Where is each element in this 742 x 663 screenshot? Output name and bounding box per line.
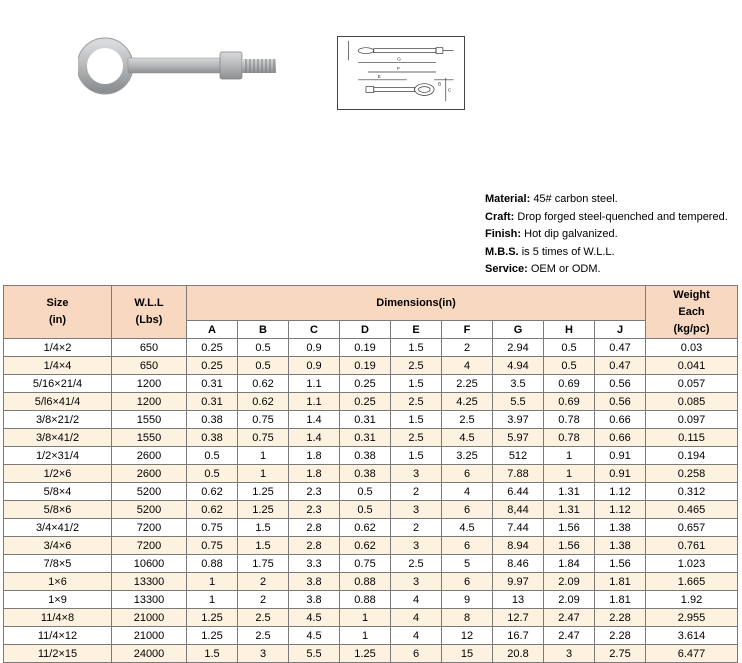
- table-row: [4, 573, 738, 591]
- table-cell: 1.8: [289, 447, 340, 465]
- table-cell: 1.5: [238, 519, 289, 537]
- table-cell: 0.465: [646, 501, 738, 519]
- table-cell: 3.8: [289, 591, 340, 609]
- table-cell: 3.8: [289, 573, 340, 591]
- table-cell: 6: [442, 573, 493, 591]
- table-cell: 1.5: [391, 375, 442, 393]
- table-cell: 3: [391, 573, 442, 591]
- table-cell: 3.614: [646, 627, 738, 645]
- table-cell: 0.5: [340, 501, 391, 519]
- table-row: [4, 411, 738, 429]
- table-cell: 2.5: [442, 411, 493, 429]
- table-cell: 1200: [112, 393, 187, 411]
- table-cell: 0.38: [340, 447, 391, 465]
- table-cell: 0.31: [187, 375, 238, 393]
- table-cell: 0.75: [340, 555, 391, 573]
- table-row: [4, 555, 738, 573]
- svg-text:E: E: [377, 74, 381, 80]
- table-cell: 0.057: [646, 375, 738, 393]
- table-cell: 2.5: [391, 357, 442, 375]
- table-cell: 7200: [112, 537, 187, 555]
- table-cell: 2.5: [391, 393, 442, 411]
- table-cell: 3: [391, 537, 442, 555]
- table-cell: 0.5: [187, 447, 238, 465]
- table-cell: 0.78: [544, 429, 595, 447]
- table-cell: 0.5: [340, 483, 391, 501]
- table-cell: 3/8×21/2: [4, 411, 112, 429]
- table-cell: 6.477: [646, 645, 738, 663]
- table-cell: 0.9: [289, 357, 340, 375]
- table-cell: 4.94: [493, 357, 544, 375]
- table-cell: 1: [340, 627, 391, 645]
- table-cell: 5/8×6: [4, 501, 112, 519]
- table-cell: 6.44: [493, 483, 544, 501]
- table-cell: 0.88: [340, 591, 391, 609]
- table-cell: 0.19: [340, 357, 391, 375]
- table-cell: 1.31: [544, 483, 595, 501]
- header-dim-c: C: [289, 321, 340, 339]
- table-cell: 2: [442, 339, 493, 357]
- table-cell: 0.62: [187, 501, 238, 519]
- table-cell: 1.5: [391, 447, 442, 465]
- table-row: [4, 591, 738, 609]
- svg-text:C: C: [447, 88, 452, 94]
- table-cell: 8,44: [493, 501, 544, 519]
- table-cell: 0.194: [646, 447, 738, 465]
- table-cell: 5200: [112, 501, 187, 519]
- table-cell: 1.84: [544, 555, 595, 573]
- table-cell: 1.1: [289, 375, 340, 393]
- table-cell: 0.312: [646, 483, 738, 501]
- table-cell: 0.041: [646, 357, 738, 375]
- svg-text:F: F: [397, 67, 401, 73]
- table-cell: 3: [391, 501, 442, 519]
- table-cell: 10600: [112, 555, 187, 573]
- header-dim-a: A: [187, 321, 238, 339]
- table-cell: 6: [442, 537, 493, 555]
- table-cell: 0.75: [187, 519, 238, 537]
- table-cell: 1.023: [646, 555, 738, 573]
- table-cell: 20.8: [493, 645, 544, 663]
- table-cell: 0.38: [187, 429, 238, 447]
- table-cell: 0.88: [340, 573, 391, 591]
- table-cell: 4: [391, 609, 442, 627]
- table-cell: 6: [442, 501, 493, 519]
- table-cell: 1200: [112, 375, 187, 393]
- table-cell: 5/8×4: [4, 483, 112, 501]
- table-cell: 3/8×41/2: [4, 429, 112, 447]
- table-cell: 2.8: [289, 519, 340, 537]
- table-row: [4, 519, 738, 537]
- table-cell: 0.62: [340, 519, 391, 537]
- table-cell: 0.31: [340, 429, 391, 447]
- table-cell: 4.5: [289, 627, 340, 645]
- table-cell: 3/4×6: [4, 537, 112, 555]
- table-cell: 0.47: [595, 339, 646, 357]
- table-cell: 2.3: [289, 483, 340, 501]
- table-cell: 2.09: [544, 591, 595, 609]
- eye-bolt-photo: [78, 26, 283, 106]
- table-cell: 0.5: [544, 357, 595, 375]
- header-dim-g: G: [493, 321, 544, 339]
- table-cell: 1: [544, 447, 595, 465]
- table-cell: 2.47: [544, 609, 595, 627]
- table-cell: 0.56: [595, 393, 646, 411]
- table-cell: 2: [391, 519, 442, 537]
- table-row: [4, 375, 738, 393]
- table-cell: 2.955: [646, 609, 738, 627]
- svg-text:B: B: [437, 82, 442, 88]
- table-cell: 1: [238, 447, 289, 465]
- table-cell: 1550: [112, 429, 187, 447]
- table-cell: 1.5: [187, 645, 238, 663]
- table-cell: 1.5: [238, 537, 289, 555]
- table-cell: 1: [187, 591, 238, 609]
- table-cell: 2.75: [595, 645, 646, 663]
- header-dimensions: Dimensions(in): [187, 286, 646, 321]
- table-cell: 1.81: [595, 573, 646, 591]
- table-cell: 0.5: [238, 357, 289, 375]
- table-cell: 2.5: [391, 429, 442, 447]
- header-size: Size (in): [4, 286, 112, 339]
- table-cell: 13300: [112, 573, 187, 591]
- spec-finish: Finish: Hot dip galvanized.: [485, 228, 618, 240]
- table-cell: 0.69: [544, 375, 595, 393]
- spec-mbs: M.B.S. is 5 times of W.L.L.: [485, 245, 615, 258]
- table-cell: 4: [391, 591, 442, 609]
- table-cell: 0.75: [187, 537, 238, 555]
- table-cell: 11/4×12: [4, 627, 112, 645]
- table-cell: 7.44: [493, 519, 544, 537]
- table-cell: 0.78: [544, 411, 595, 429]
- header-dim-e: E: [391, 321, 442, 339]
- table-cell: 3.97: [493, 411, 544, 429]
- table-cell: 1.1: [289, 393, 340, 411]
- table-cell: 3: [391, 465, 442, 483]
- table-cell: 1.4: [289, 429, 340, 447]
- table-cell: 4: [391, 627, 442, 645]
- table-cell: 21000: [112, 627, 187, 645]
- table-cell: 0.25: [187, 339, 238, 357]
- table-cell: 5: [442, 555, 493, 573]
- table-cell: 3: [544, 645, 595, 663]
- table-cell: 2: [238, 573, 289, 591]
- table-cell: 1: [544, 465, 595, 483]
- table-cell: 8.46: [493, 555, 544, 573]
- table-cell: 1.92: [646, 591, 738, 609]
- header-dim-f: F: [442, 321, 493, 339]
- table-cell: 2.94: [493, 339, 544, 357]
- table-cell: 1.665: [646, 573, 738, 591]
- table-cell: 0.085: [646, 393, 738, 411]
- dimension-drawing: [337, 36, 465, 110]
- table-cell: 0.25: [340, 393, 391, 411]
- table-row: [4, 627, 738, 645]
- table-cell: 11/4×8: [4, 609, 112, 627]
- table-cell: 4.25: [442, 393, 493, 411]
- table-cell: 1.5: [391, 411, 442, 429]
- table-cell: 3: [238, 645, 289, 663]
- table-cell: 1/4×2: [4, 339, 112, 357]
- table-cell: 1/2×31/4: [4, 447, 112, 465]
- table-cell: 21000: [112, 609, 187, 627]
- table-cell: 2.09: [544, 573, 595, 591]
- table-cell: 0.258: [646, 465, 738, 483]
- table-cell: 1.25: [238, 501, 289, 519]
- specs-block: [485, 191, 728, 279]
- table-cell: 1.38: [595, 519, 646, 537]
- table-row: [4, 339, 738, 357]
- table-row: [4, 393, 738, 411]
- table-cell: 0.9: [289, 339, 340, 357]
- table-cell: 0.62: [340, 537, 391, 555]
- table-cell: 5.5: [493, 393, 544, 411]
- header-weight: Weight Each (kg/pc): [646, 286, 738, 339]
- table-cell: 8: [442, 609, 493, 627]
- table-cell: 1.12: [595, 483, 646, 501]
- table-row: [4, 357, 738, 375]
- table-cell: 1/4×4: [4, 357, 112, 375]
- table-row: [4, 447, 738, 465]
- table-cell: 0.5: [544, 339, 595, 357]
- table-cell: 0.91: [595, 465, 646, 483]
- table-cell: 13300: [112, 591, 187, 609]
- table-cell: 1.5: [391, 339, 442, 357]
- table-cell: 4.5: [442, 429, 493, 447]
- table-cell: 1.31: [544, 501, 595, 519]
- table-cell: 15: [442, 645, 493, 663]
- table-cell: 2.5: [238, 609, 289, 627]
- table-row: [4, 609, 738, 627]
- table-cell: 5/16×21/4: [4, 375, 112, 393]
- table-cell: 0.66: [595, 429, 646, 447]
- svg-text:G: G: [397, 57, 401, 63]
- table-cell: 3/4×41/2: [4, 519, 112, 537]
- table-cell: 1×9: [4, 591, 112, 609]
- table-cell: 1: [187, 573, 238, 591]
- table-cell: 0.31: [187, 393, 238, 411]
- table-cell: 0.38: [340, 465, 391, 483]
- spec-service: Service: OEM or ODM.: [485, 263, 601, 275]
- table-cell: 0.62: [238, 393, 289, 411]
- table-cell: 2600: [112, 447, 187, 465]
- table-cell: 0.91: [595, 447, 646, 465]
- header-dim-j: J: [595, 321, 646, 339]
- table-cell: 512: [493, 447, 544, 465]
- table-cell: 1: [238, 465, 289, 483]
- spec-material: Material: 45# carbon steel.: [485, 193, 618, 205]
- table-row: [4, 429, 738, 447]
- table-cell: 0.31: [340, 411, 391, 429]
- table-cell: 2: [238, 591, 289, 609]
- table-cell: 4: [442, 357, 493, 375]
- table-cell: 5.5: [289, 645, 340, 663]
- table-cell: 1: [340, 609, 391, 627]
- table-cell: 1.56: [544, 537, 595, 555]
- table-cell: 2.28: [595, 609, 646, 627]
- table-cell: 1.75: [238, 555, 289, 573]
- table-cell: 0.03: [646, 339, 738, 357]
- table-cell: 4.5: [442, 519, 493, 537]
- table-cell: 6: [391, 645, 442, 663]
- table-cell: 1.56: [544, 519, 595, 537]
- table-cell: 9.97: [493, 573, 544, 591]
- table-row: [4, 645, 738, 663]
- header-dim-d: D: [340, 321, 391, 339]
- table-cell: 1.25: [340, 645, 391, 663]
- table-cell: 0.75: [238, 411, 289, 429]
- table-cell: 16.7: [493, 627, 544, 645]
- table-cell: 5200: [112, 483, 187, 501]
- table-cell: 3.5: [493, 375, 544, 393]
- table-row: [4, 501, 738, 519]
- table-cell: 7200: [112, 519, 187, 537]
- table-cell: 12: [442, 627, 493, 645]
- table-cell: 1.25: [187, 609, 238, 627]
- table-cell: 2: [391, 483, 442, 501]
- spec-craft: Craft: Drop forged steel-quenched and tempered.: [485, 210, 728, 223]
- table-cell: 0.19: [340, 339, 391, 357]
- table-cell: 1.8: [289, 465, 340, 483]
- header-wll: W.L.L (Lbs): [112, 286, 187, 339]
- table-cell: 0.66: [595, 411, 646, 429]
- table-cell: 0.69: [544, 393, 595, 411]
- table-cell: 5/l6×41/4: [4, 393, 112, 411]
- table-cell: 2.28: [595, 627, 646, 645]
- table-cell: 4: [442, 483, 493, 501]
- table-cell: 0.5: [238, 339, 289, 357]
- table-cell: 0.761: [646, 537, 738, 555]
- table-cell: 13: [493, 591, 544, 609]
- table-cell: 2.3: [289, 501, 340, 519]
- table-cell: 2.5: [238, 627, 289, 645]
- table-cell: 1.38: [595, 537, 646, 555]
- spec-table: [3, 285, 738, 663]
- table-cell: 1×6: [4, 573, 112, 591]
- table-cell: 1.25: [238, 483, 289, 501]
- header-dim-h: H: [544, 321, 595, 339]
- table-cell: 2.25: [442, 375, 493, 393]
- table-row: [4, 465, 738, 483]
- table-cell: 8.94: [493, 537, 544, 555]
- table-cell: 7/8×5: [4, 555, 112, 573]
- table-cell: 0.62: [187, 483, 238, 501]
- header-dim-b: B: [238, 321, 289, 339]
- table-cell: 0.097: [646, 411, 738, 429]
- table-cell: 0.47: [595, 357, 646, 375]
- table-cell: 1.4: [289, 411, 340, 429]
- table-cell: 1.81: [595, 591, 646, 609]
- table-cell: 7.88: [493, 465, 544, 483]
- table-cell: 650: [112, 357, 187, 375]
- table-cell: 1/2×6: [4, 465, 112, 483]
- table-cell: 6: [442, 465, 493, 483]
- table-cell: 11/2×15: [4, 645, 112, 663]
- table-cell: 2.47: [544, 627, 595, 645]
- table-cell: 2600: [112, 465, 187, 483]
- table-cell: 1.12: [595, 501, 646, 519]
- table-cell: 0.115: [646, 429, 738, 447]
- table-cell: 4.5: [289, 609, 340, 627]
- table-cell: 0.5: [187, 465, 238, 483]
- table-cell: 2.5: [391, 555, 442, 573]
- table-cell: 24000: [112, 645, 187, 663]
- table-cell: 0.75: [238, 429, 289, 447]
- table-cell: 650: [112, 339, 187, 357]
- table-cell: 1.25: [187, 627, 238, 645]
- table-cell: 0.56: [595, 375, 646, 393]
- table-cell: 0.25: [187, 357, 238, 375]
- table-cell: 1550: [112, 411, 187, 429]
- table-cell: 3.3: [289, 555, 340, 573]
- table-row: [4, 483, 738, 501]
- table-row: [4, 537, 738, 555]
- table-cell: 2.8: [289, 537, 340, 555]
- table-cell: 0.25: [340, 375, 391, 393]
- table-cell: 0.38: [187, 411, 238, 429]
- table-cell: 3.25: [442, 447, 493, 465]
- table-cell: 9: [442, 591, 493, 609]
- table-cell: 0.88: [187, 555, 238, 573]
- table-cell: 12.7: [493, 609, 544, 627]
- table-cell: 0.62: [238, 375, 289, 393]
- table-cell: 1.56: [595, 555, 646, 573]
- table-cell: 0.657: [646, 519, 738, 537]
- table-cell: 5.97: [493, 429, 544, 447]
